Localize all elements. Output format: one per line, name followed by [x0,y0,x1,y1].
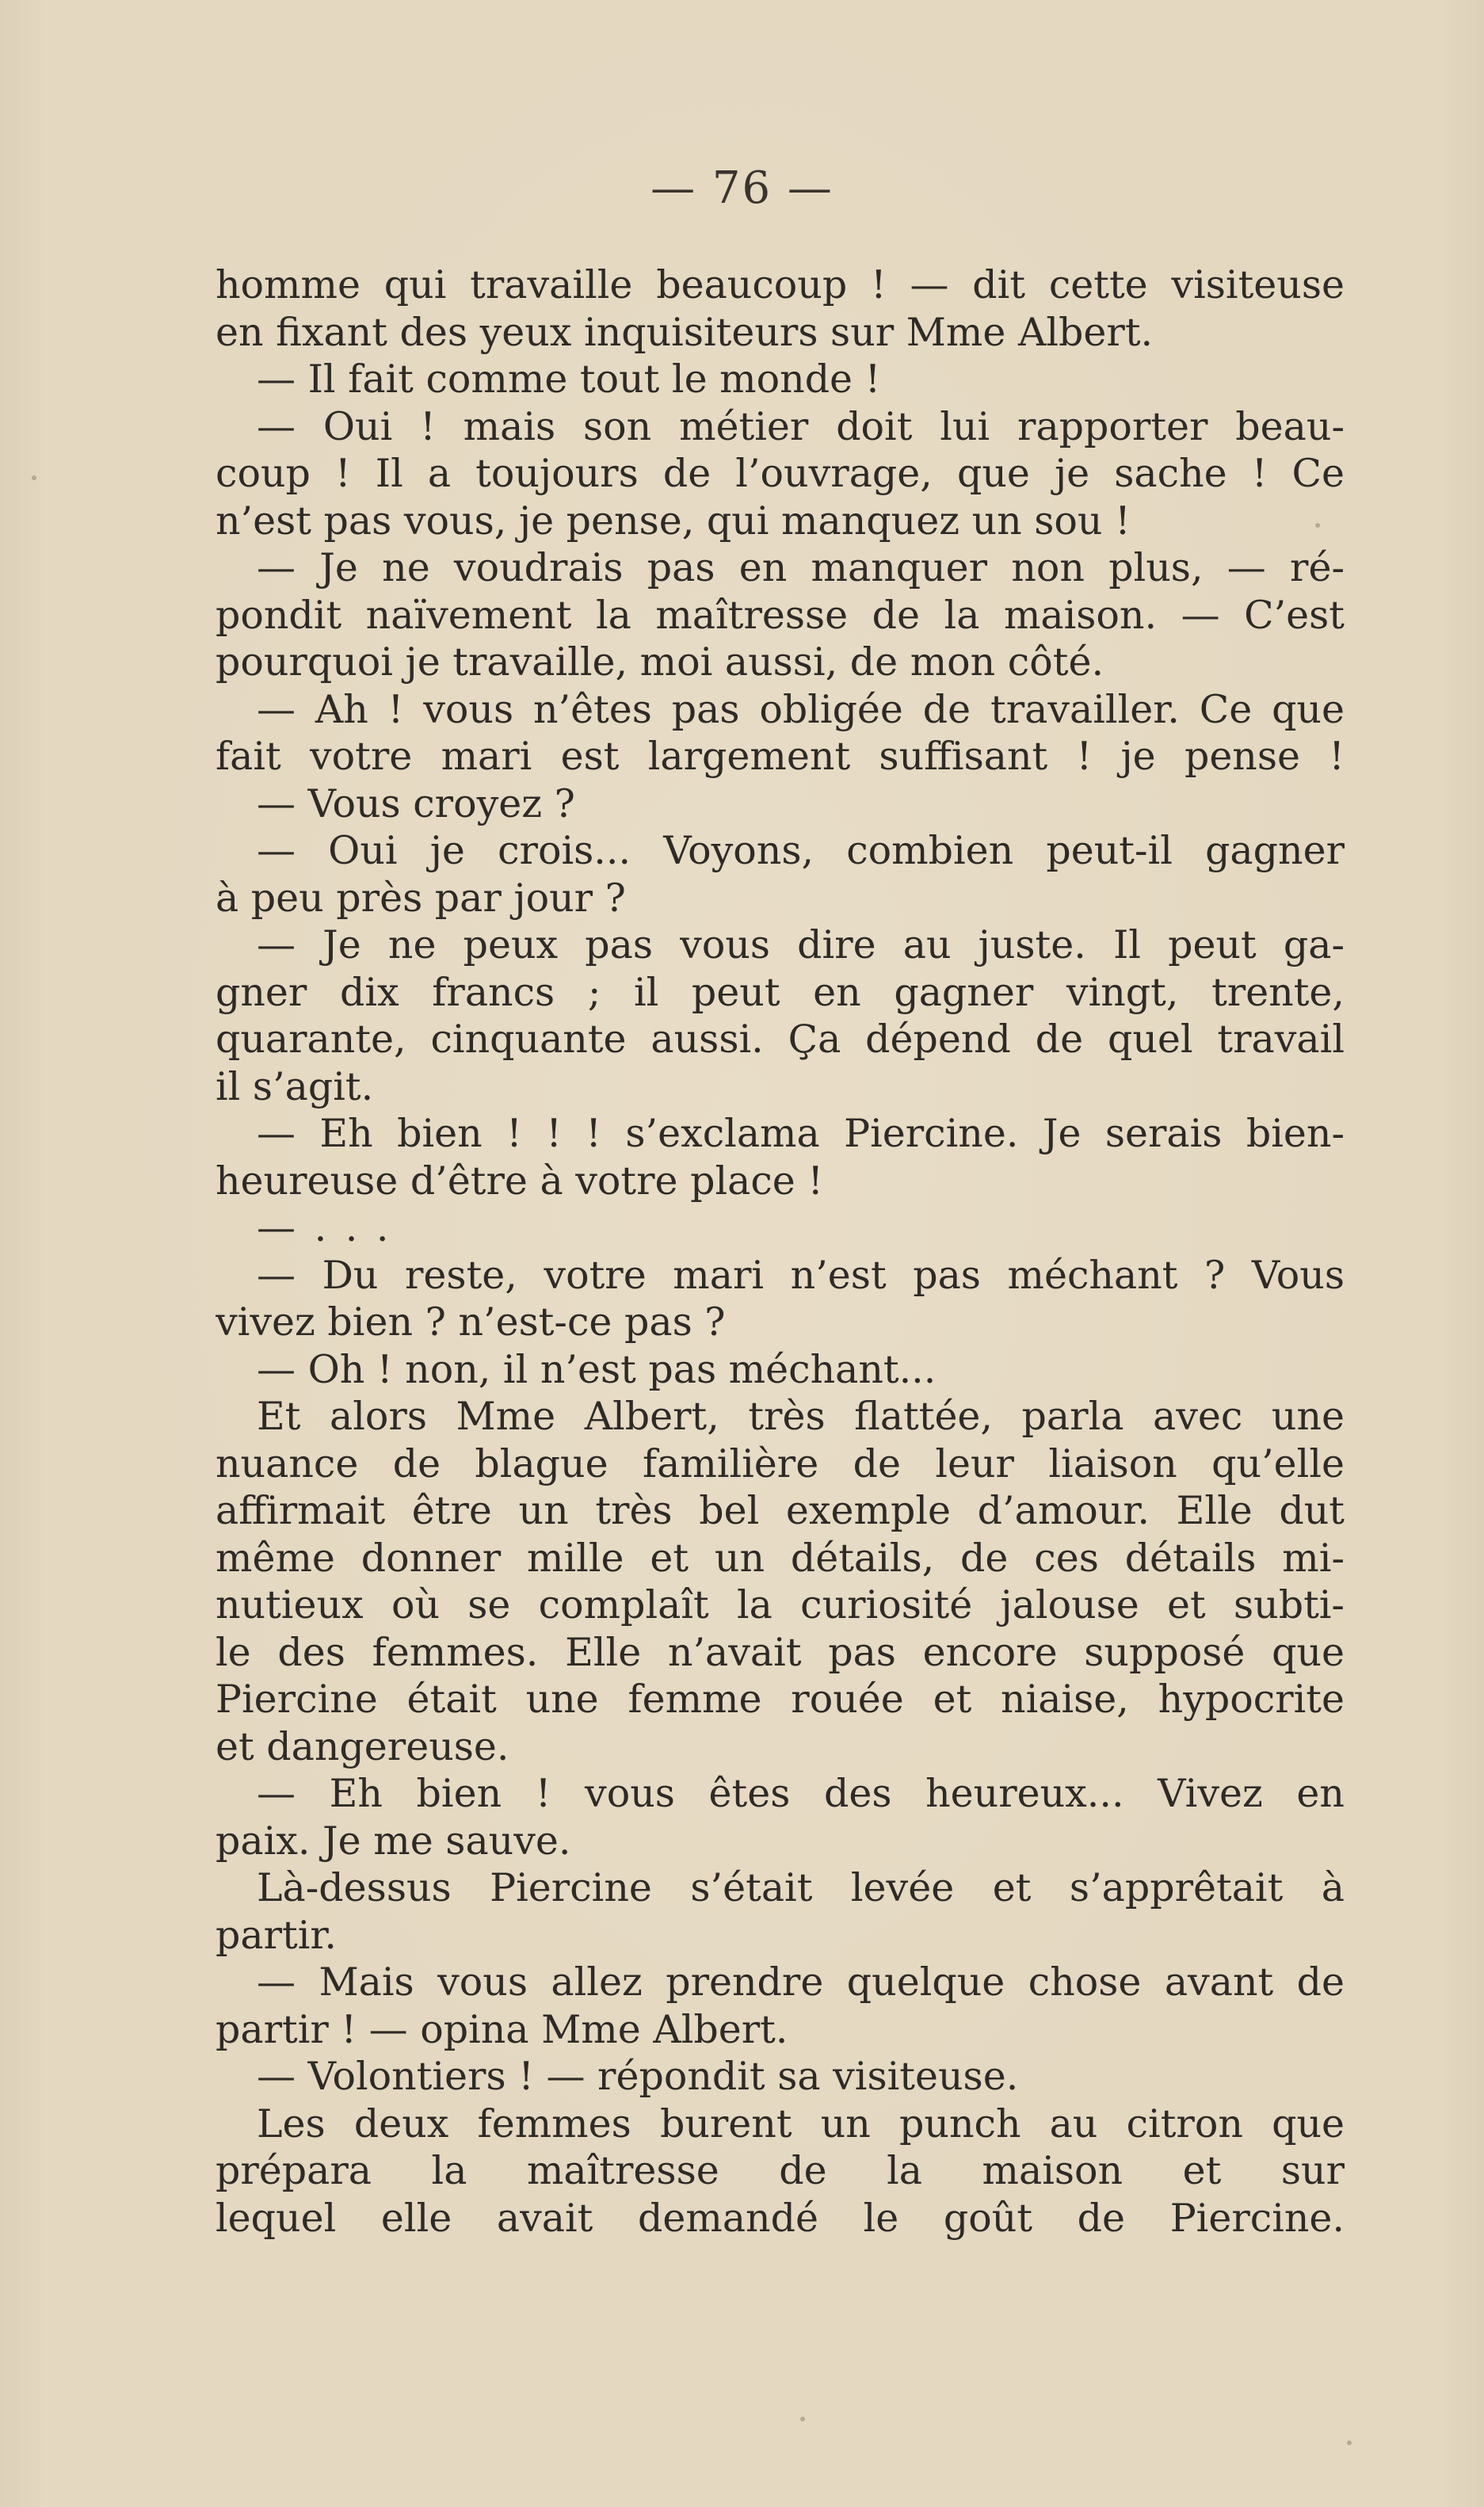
page-number: — 76 — [650,162,834,214]
text-line: même donner mille et un détails, de ces détails mi- [216,1535,1345,1581]
text-line: — Oh ! non, il n’est pas méchant... [257,1346,937,1392]
text-line: — Je ne voudrais pas en manquer non plus, — ré- [257,545,1345,590]
text-line: Et alors Mme Albert, très flattée, parla avec une [257,1394,1345,1439]
text-line: prépara la maîtresse de la maison et sur [216,2148,1345,2193]
text-line: partir. [216,1912,337,1958]
text-line: pourquoi je travaille, moi aussi, de mon côté. [216,639,1104,685]
text-line: en fixant des yeux inquisiteurs sur Mme Albert. [216,309,1154,355]
text-line: lequel elle avait demandé le goût de Piercine. [216,2195,1345,2241]
text-line: le des femmes. Elle n’avait pas encore supposé que [216,1629,1345,1675]
text-line: n’est pas vous, je pense, qui manquez un sou ! [216,498,1131,544]
text-line: affirmait être un très bel exemple d’amour. Elle dut [216,1488,1345,1533]
text-line: — Vous croyez ? [257,780,575,826]
text-line: — Ah ! vous n’êtes pas obligée de travailler. Ce que [257,686,1345,732]
text-line: coup ! Il a toujours de l’ouvrage, que je sache ! Ce [216,451,1345,496]
text-line: — Eh bien ! vous êtes des heureux... Vivez en [257,1771,1345,1816]
text-line: — Oui je crois... Voyons, combien peut-il gagner [257,828,1345,873]
text-line: il s’agit. [216,1063,374,1109]
text-line: nutieux où se complaît la curiosité jalouse et subti- [216,1582,1345,1627]
text-line: partir ! — opina Mme Albert. [216,2006,788,2052]
paper-speck [1315,523,1320,528]
text-line: Les deux femmes burent un punch au citron que [257,2101,1345,2146]
text-line: fait votre mari est largement suffisant ! je pense ! [216,734,1345,779]
text-line: et dangereuse. [216,1723,509,1769]
text-line: — Eh bien ! ! ! s’exclama Piercine. Je serais bien- [257,1111,1345,1156]
text-line: à peu près par jour ? [216,875,626,921]
paper-speck [32,475,36,480]
text-line: Piercine était une femme rouée et niaise, hypocrite [216,1677,1345,1722]
text-line: Là-dessus Piercine s’était levée et s’apprêtait à [257,1865,1345,1910]
text-line: pondit naïvement la maîtresse de la maison. — C’est [216,592,1345,638]
text-line: paix. Je me sauve. [216,1818,571,1864]
text-line: — Volontiers ! — répondit sa visiteuse. [257,2054,1019,2099]
text-line: — Je ne peux pas vous dire au juste. Il peut ga- [257,922,1345,967]
paper-speck [1347,2440,1352,2445]
text-line: gner dix francs ; il peut en gagner vingt, trente, [216,969,1345,1015]
text-line: homme qui travaille beaucoup ! — dit cette visiteuse [216,262,1345,307]
page-text [216,261,1345,2242]
text-line: — Oui ! mais son métier doit lui rapporter beau- [257,403,1345,449]
text-line: quarante, cinquante aussi. Ça dépend de quel travail [216,1017,1345,1062]
text-line: nuance de blague familière de leur liaison qu’elle [216,1440,1345,1486]
text-line: vivez bien ? n’est-ce pas ? [216,1299,726,1345]
text-line: — . . . [257,1205,392,1250]
text-line: — Du reste, votre mari n’est pas méchant ? Vous [257,1252,1345,1298]
text-line: — Il fait comme tout le monde ! [257,357,881,402]
text-line: — Mais vous allez prendre quelque chose avant de [257,1959,1345,2005]
text-line: heureuse d’être à votre place ! [216,1158,824,1204]
paper-speck [800,2417,805,2421]
